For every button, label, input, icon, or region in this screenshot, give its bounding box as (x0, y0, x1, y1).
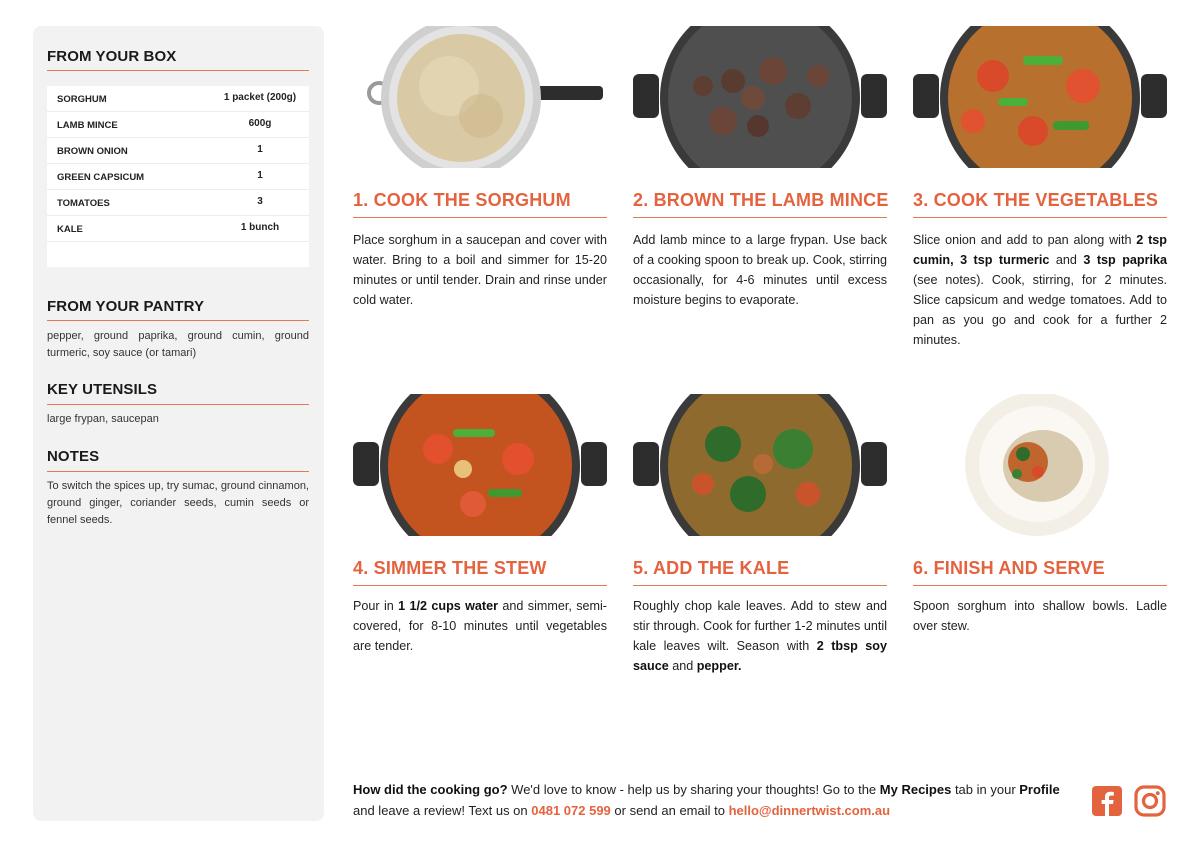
text-segment: We'd love to know - help us by sharing your thoughts! Go to the (507, 782, 880, 797)
step-6-text (913, 596, 1167, 636)
text-segment: Spoon sorghum into shallow bowls. Ladle over stew. (913, 599, 1167, 633)
step-6-title: 6. FINISH AND SERVE (913, 558, 1105, 578)
bold-text: 3 tsp paprika (1083, 253, 1167, 267)
step-1-title: 1. COOK THE SORGHUM (353, 190, 571, 210)
from-box-title: FROM YOUR BOX (47, 48, 177, 65)
box-ingredients-table (47, 86, 309, 267)
notes-text: To switch the spices up, try sumac, ground cinnamon, ground ginger, coriander seeds, cumin seeds or fennel seeds. (47, 480, 309, 526)
divider (913, 217, 1167, 218)
divider (47, 320, 309, 321)
ingredient-qty: 3 (257, 196, 263, 207)
text-segment: or send an email to (610, 803, 729, 818)
utensils-text: large frypan, saucepan (47, 413, 159, 425)
ingredient-name: SORGHUM (57, 94, 107, 105)
ingredient-qty: 1 (257, 144, 263, 155)
ingredient-name: KALE (57, 224, 83, 235)
ingredient-row (47, 138, 309, 164)
divider (47, 70, 309, 71)
divider (47, 404, 309, 405)
simmering-stew-photo (353, 394, 607, 536)
step-1-text (353, 230, 607, 310)
text-segment: Pour in (353, 599, 399, 613)
divider (353, 217, 607, 218)
ingredient-name: TOMATOES (57, 198, 110, 209)
ingredient-row (47, 164, 309, 190)
bold-text: My Recipes (879, 782, 952, 797)
step-3-title: 3. COOK THE VEGETABLES (913, 190, 1159, 210)
step-4-title: 4. SIMMER THE STEW (353, 558, 547, 578)
pantry-title: FROM YOUR PANTRY (47, 298, 205, 315)
text-segment: and (1049, 253, 1084, 267)
step-2-title: 2. BROWN THE LAMB MINCE (633, 190, 889, 210)
bold-text: 1 1/2 cups water (398, 599, 499, 613)
bold-text: Profile (1019, 782, 1060, 797)
ingredient-row (47, 86, 309, 112)
text-segment: tab in your (951, 782, 1020, 797)
text-segment: and simmer, semi-covered, for 8-10 minutes until vegetables are tender. (353, 599, 607, 653)
sorghum-in-colander-photo (353, 26, 607, 168)
ingredient-qty: 1 packet (200g) (223, 92, 297, 103)
ingredient-row (47, 112, 309, 138)
instagram-icon[interactable] (1134, 785, 1166, 817)
ingredient-name: BROWN ONION (57, 146, 128, 157)
utensils-title: KEY UTENSILS (47, 381, 158, 398)
ingredient-row (47, 190, 309, 216)
phone-number[interactable]: 0481 072 599 (531, 803, 611, 818)
feedback-footer (353, 779, 1083, 821)
divider (913, 585, 1167, 586)
pantry-text: pepper, ground paprika, ground cumin, ground turmeric, soy sauce (or tamari) (47, 330, 309, 359)
ingredient-row (47, 216, 309, 242)
bold-text: pepper. (696, 659, 742, 673)
text-segment: (see notes). Cook, stirring, for 2 minutes. Slice capsicum and wedge tomatoes. Add to pan as you go and cook for a further 2 minutes. (913, 273, 1167, 347)
text-segment: Place sorghum in a saucepan and cover with water. Bring to a boil and simmer for 15-20 minutes or until tender. Drain and rinse under cold water. (353, 233, 607, 307)
step-4-text (353, 596, 607, 656)
cooking-vegetables-photo (913, 26, 1167, 168)
notes-title: NOTES (47, 448, 100, 465)
bold-text: 2 tsp cumin, 3 tsp turmeric (913, 233, 1167, 267)
divider (633, 217, 887, 218)
step-5-title: 5. ADD THE KALE (633, 558, 790, 578)
stew-with-kale-photo (633, 394, 887, 536)
plated-stew-photo (913, 394, 1167, 536)
text-segment: and leave a review! Text us on (353, 803, 532, 818)
text-segment: Roughly chop kale leaves. Add to stew and stir through. Cook for further 1-2 minutes until kale leaves wilt. Season with (633, 599, 887, 653)
text-segment: Add lamb mince to a large frypan. Use back of a cooking spoon to break up. Cook, stirring occasionally, for 4-6 minutes until excess moisture begins to evaporate. (633, 233, 887, 307)
ingredients-sidebar (33, 26, 324, 821)
ingredient-qty: 600g (248, 118, 272, 129)
ingredient-name: LAMB MINCE (57, 120, 118, 131)
ingredient-qty: 1 (257, 170, 263, 181)
divider (633, 585, 887, 586)
ingredient-name: GREEN CAPSICUM (57, 172, 145, 183)
divider (47, 471, 309, 472)
text-segment: Slice onion and add to pan along with (913, 233, 1137, 247)
divider (353, 585, 607, 586)
ingredient-qty: 1 bunch (240, 222, 280, 233)
text-segment: and (668, 659, 697, 673)
facebook-icon[interactable] (1091, 785, 1123, 817)
email-link[interactable]: hello@dinnertwist.com.au (728, 803, 891, 818)
step-5-text (633, 596, 887, 676)
step-3-text (913, 230, 1167, 350)
bold-text: 2 tbsp soy sauce (633, 639, 887, 673)
browned-lamb-mince-photo (633, 26, 887, 168)
bold-text: How did the cooking go? (353, 782, 508, 797)
step-2-text (633, 230, 887, 310)
